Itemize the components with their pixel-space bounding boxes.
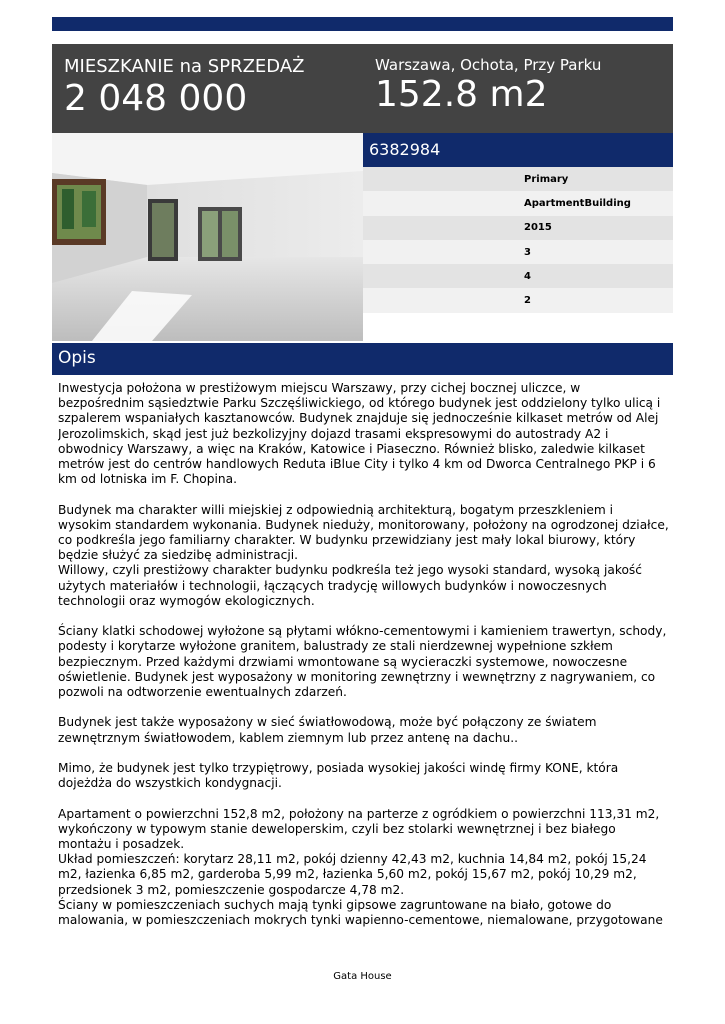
description-body: [58, 381, 670, 929]
description-paragraph: Inwestycja położona w prestiżowym miejscu Warszawy, przy cichej bocznej uliczce, w bezpośrednim sąsiedztwie Parku Szczęśliwickiego, od którego budynek jest oddzielony tylko ulicą i szpalerem wspaniałych kasztanowców. Budynek znajduje się jednocześnie kilkaset metrów od Alej Jerozolimskich, skąd jest już bezkolizyjny dojazd trasami ekspresowymi do autostrady A2 i obwodnicy Warszawy, a więc na Kraków, Katowice i Piaseczno. Również blisko, zaledwie kilkaset metrów jest do centrów handlowych Reduta iBlue City i tylko 4 km od Dworca Centralnego PKP i 6 km od lotniska im F. Chopina.: [58, 381, 661, 487]
location: Warszawa, Ochota, Przy Parku: [375, 56, 602, 74]
description-paragraph: Mimo, że budynek jest tylko trzypiętrowy, posiada wysokiej jakości windę firmy KONE, która dojeżdża do wszystkich kondygnacji.: [58, 761, 619, 791]
property-value: 2015: [524, 222, 552, 234]
property-value: Primary: [524, 173, 569, 185]
top-accent-bar: [52, 17, 673, 31]
area: 152.8 m2: [375, 74, 548, 115]
property-row: [363, 240, 673, 264]
header-right: [375, 56, 601, 116]
property-value: 3: [524, 246, 531, 258]
property-row: [363, 167, 673, 191]
header-left: [64, 56, 304, 120]
property-photo: [52, 133, 363, 341]
property-value: 2: [524, 295, 531, 307]
description-paragraph: Budynek jest także wyposażony w sieć światłowodową, może być połączony ze światem zewnętrznym światłowodem, kablem ziemnym lub przez antenę na dachu..: [58, 715, 597, 745]
property-value: ApartmentBuilding: [524, 197, 631, 209]
footer-brand: Gata House: [333, 971, 392, 982]
description-paragraph: Budynek ma charakter willi miejskiej z odpowiednią architekturą, bogatym przeszkleniem i wysokim standardem wykonania. Budynek nieduży, monitorowany, położony na ogrodzonej działce, co podkreśla jego familiarny charakter. W budynku przewidziany jest mały lokal biurowy, który będzie służyć za siedzibę administracji. Willowy, czyli prestiżowy charakter budynku podkreśla też jego wysoki standard, wysoką jakość użytych materiałów i technologii, łączących tradycję willowych budynków i nowoczesnych technologii oraz wymogów ekologicznych.: [58, 502, 669, 608]
section-title: Opis: [58, 348, 96, 368]
price: 2 048 000: [64, 78, 248, 119]
listing-id-bar: [363, 133, 673, 167]
property-row: [363, 264, 673, 288]
property-row: [363, 191, 673, 215]
property-table: [363, 167, 673, 313]
property-row: [363, 288, 673, 312]
listing-header: [52, 44, 673, 133]
description-section-header: [52, 343, 673, 375]
interior-photo-image: [52, 133, 363, 341]
description-paragraph: Apartament o powierzchni 152,8 m2, położony na parterze z ogródkiem o powierzchni 113,31 m2, wykończony w typowym stanie deweloperskim, czyli bez stolarki wewnętrznej i bez białego montażu i posadzek. Układ pomieszczeń: korytarz 28,11 m2, pokój dzienny 42,43 m2, kuchnia 14,84 m2, pokój 15,24 m2, łazienka 6,85 m2, garderoba 5,99 m2, łazienka 5,60 m2, pokój 15,67 m2, pokój 10,29 m2, przedsionek 3 m2, pomieszczenie gospodarcze 4,78 m2. Ściany w pomieszczeniach suchych mają tynki gipsowe zagruntowane na biało, gotowe do malowania, w pomieszczeniach mokrych tynki wapienno-cementowe, niemalowane, przygotowane: [58, 806, 663, 928]
property-value: 4: [524, 270, 531, 282]
listing-type: MIESZKANIE na SPRZEDAŻ: [64, 56, 305, 77]
listing-id: 6382984: [369, 140, 441, 159]
description-paragraph: Ściany klatki schodowej wyłożone są płytami włókno-cementowymi i kamieniem trawertyn, schody, podesty i korytarze wyłożone granitem, balustrady ze stali nierdzewnej wypełnione szkłem bezpiecznym. Przed każdymi drzwiami wmontowane są wycieraczki systemowe, nowoczesne oświetlenie. Budynek jest wyposażony w monitoring zewnętrzny i wewnętrzny z nagrywaniem, co pozwoli na odtworzenie ewentualnych zdarzeń.: [58, 624, 667, 700]
property-row: [363, 216, 673, 240]
